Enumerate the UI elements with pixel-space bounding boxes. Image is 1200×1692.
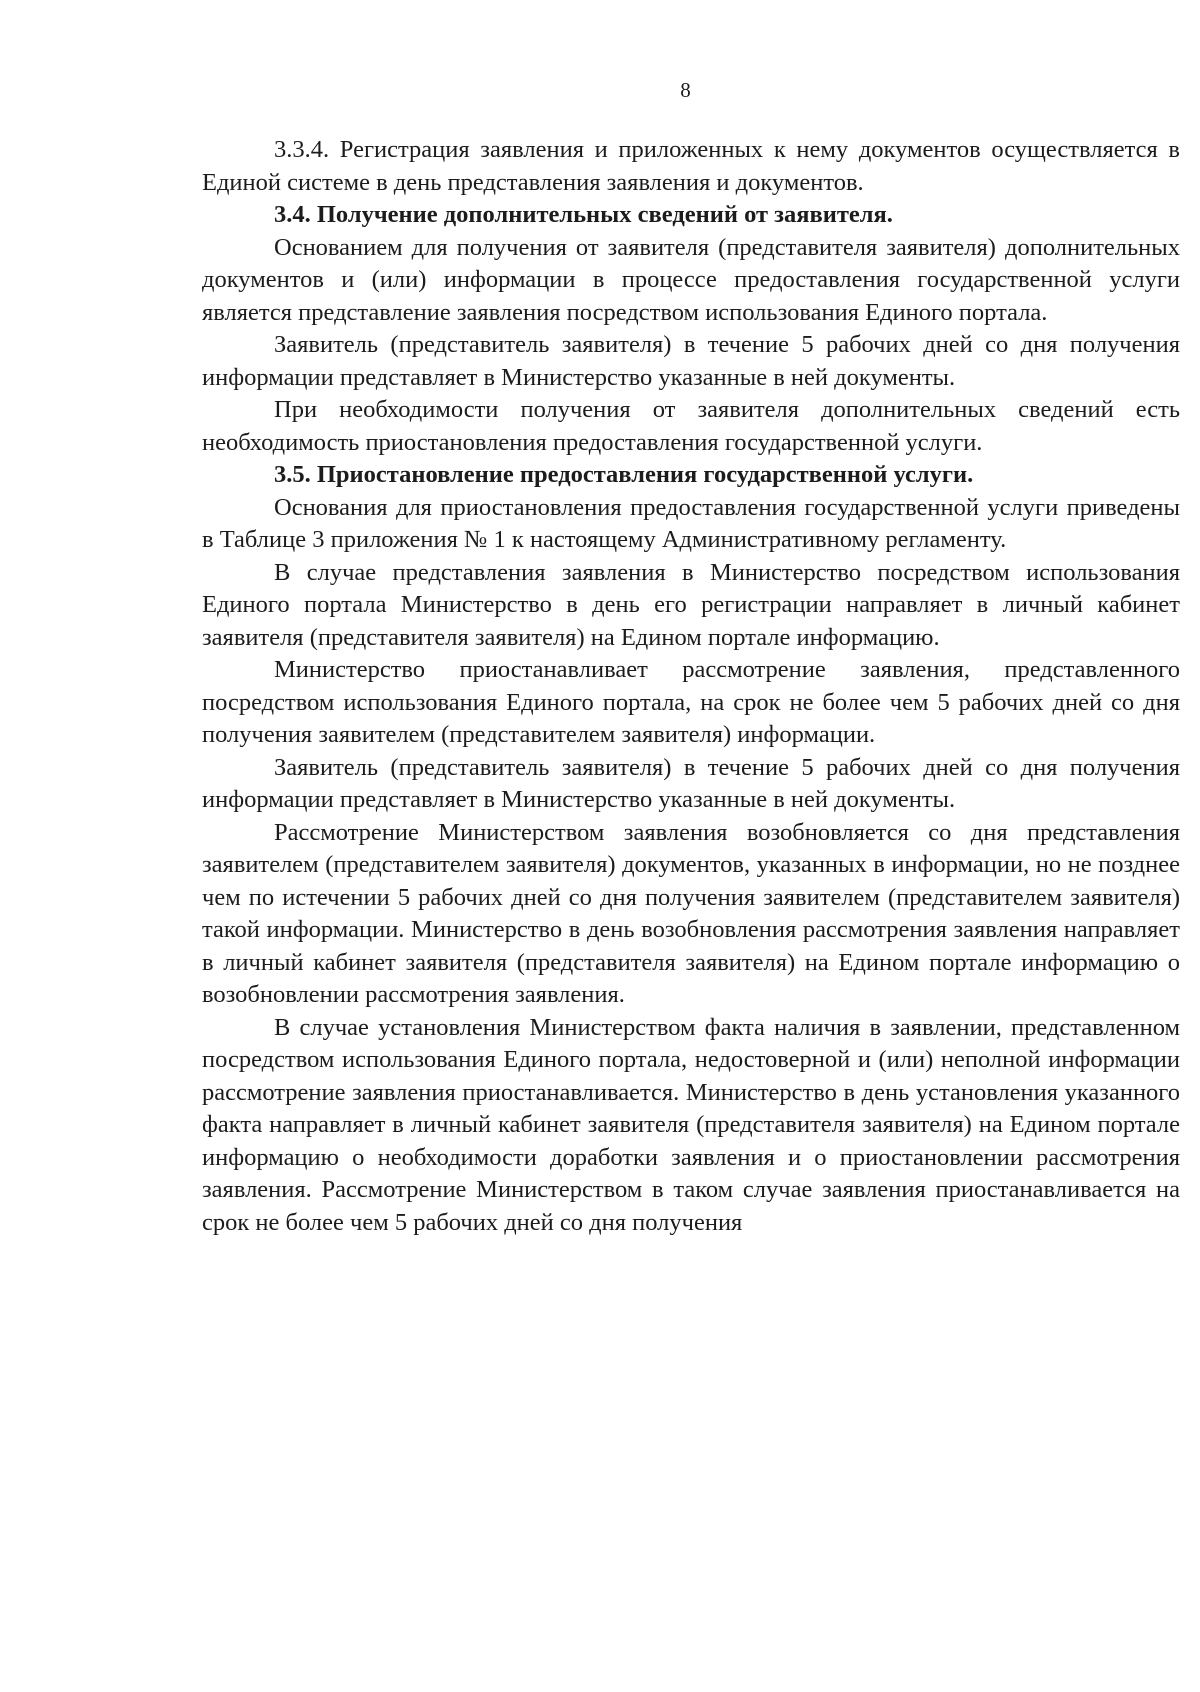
paragraph: Рассмотрение Министерством заявления возобновляется со дня представления заявителем (представителем заявителя) документов, указанных в информации, но не позднее чем по истечении 5 рабочих дней со дня получения заявителем (представителем заявителя) такой информации. Министерство в день возобновления рассмотрения заявления направляет в личный кабинет заявителя (представителя заявителя) на Едином портале информацию о возобновлении рассмотрения заявления.	[202, 818, 1180, 1008]
page-number: 8	[680, 78, 691, 102]
paragraph: Заявитель (представитель заявителя) в течение 5 рабочих дней со дня получения информации представляет в Министерство указанные в ней документы.	[202, 331, 1180, 391]
section-heading-3-4: 3.4. Получение дополнительных сведений от заявителя.	[274, 201, 893, 228]
paragraph: В случае представления заявления в Министерство посредством использования Единого портала Министерство в день его регистрации направляет в личный кабинет заявителя (представителя заявителя) на Едином портале информацию.	[202, 558, 1180, 651]
paragraph: В случае установления Министерством факта наличия в заявлении, представленном посредством использования Единого портала, недостоверной и (или) неполной информации рассмотрение заявления приостанавливается. Министерство в день установления указанного факта направляет в личный кабинет заявителя (представителя заявителя) на Едином портале информацию о необходимости доработки заявления и о приостановлении рассмотрения заявления. Рассмотрение Министерством в таком случае заявления приостанавливается на срок не более чем 5 рабочих дней со дня получения	[202, 1013, 1180, 1236]
paragraph: При необходимости получения от заявителя дополнительных сведений есть необходимость приостановления предоставления государственной услуги.	[202, 396, 1180, 456]
paragraph: Заявитель (представитель заявителя) в течение 5 рабочих дней со дня получения информации представляет в Министерство указанные в ней документы.	[202, 753, 1180, 813]
section-heading-3-5: 3.5. Приостановление предоставления государственной услуги.	[274, 461, 974, 488]
paragraph-3-3-4: 3.3.4. Регистрация заявления и приложенных к нему документов осуществляется в Единой системе в день представления заявления и документов.	[202, 136, 1180, 196]
document-body	[202, 134, 1180, 1239]
paragraph: Министерство приостанавливает рассмотрение заявления, представленного посредством использования Единого портала, на срок не более чем 5 рабочих дней со дня получения заявителем (представителем заявителя) информации.	[202, 656, 1180, 748]
paragraph: Основания для приостановления предоставления государственной услуги приведены в Таблице 3 приложения № 1 к настоящему Административному регламенту.	[202, 493, 1180, 553]
paragraph: Основанием для получения от заявителя (представителя заявителя) дополнительных документов и (или) информации в процессе предоставления государственной услуги является представление заявления посредством использования Единого портала.	[202, 233, 1180, 326]
